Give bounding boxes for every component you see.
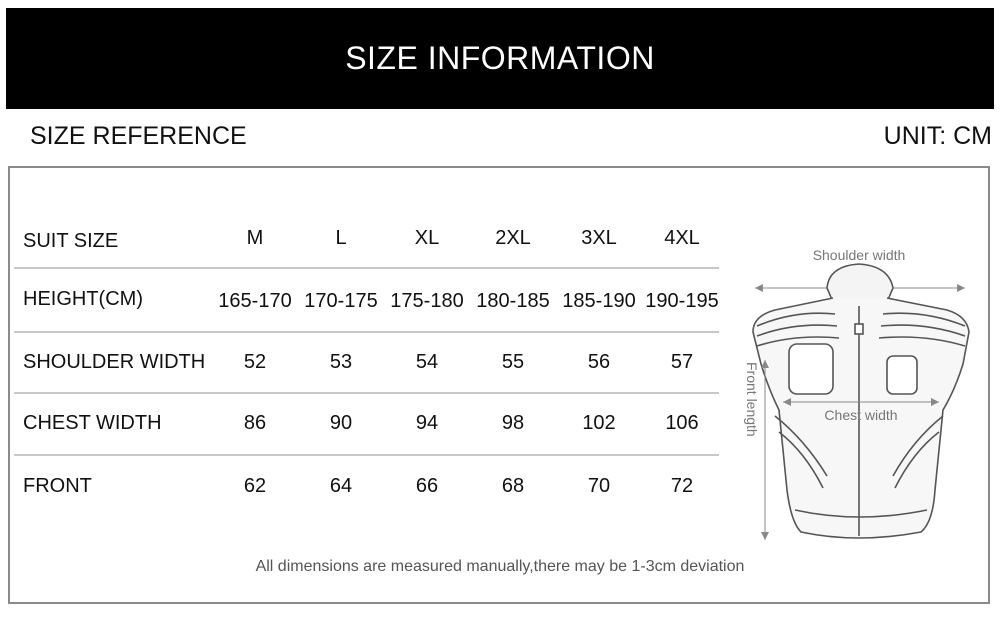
suit-size-header: SUIT SIZE: [23, 230, 119, 252]
row-divider: [14, 331, 719, 333]
table-cell: 185-190: [562, 290, 636, 312]
table-cell: 64: [329, 475, 353, 497]
chest-width-label: Chest width: [824, 407, 898, 423]
table-cell: 102: [582, 412, 616, 434]
table-cell: 86: [243, 412, 267, 434]
table-cell: 53: [329, 351, 353, 373]
row-label-height: HEIGHT(CM): [23, 288, 143, 310]
size-col-xl: XL: [414, 227, 440, 249]
table-cell: 170-175: [304, 290, 378, 312]
shoulder-width-label: Shoulder width: [812, 247, 906, 263]
size-col-m: M: [246, 227, 264, 249]
table-cell: 180-185: [476, 290, 550, 312]
row-divider: [14, 454, 719, 456]
title-banner: [6, 8, 994, 109]
table-cell: 94: [415, 412, 439, 434]
table-cell: 56: [587, 351, 611, 373]
banner-title: SIZE INFORMATION: [345, 40, 655, 76]
size-col-2xl: 2XL: [495, 227, 531, 249]
measurement-note: All dimensions are measured manually,there may be 1-3cm deviation: [255, 558, 745, 575]
size-col-l: L: [335, 227, 347, 249]
row-divider: [14, 267, 719, 269]
table-cell: 72: [670, 475, 694, 497]
table-cell: 52: [243, 351, 267, 373]
row-divider: [14, 392, 719, 394]
size-col-3xl: 3XL: [581, 227, 617, 249]
table-cell: 175-180: [390, 290, 464, 312]
arrow-head-icon: [755, 284, 763, 292]
table-cell: 55: [501, 351, 525, 373]
arrow-head-icon: [957, 284, 965, 292]
table-cell: 68: [501, 475, 525, 497]
vest-measurement-diagram: [735, 240, 980, 550]
table-cell: 90: [329, 412, 353, 434]
table-cell: 98: [501, 412, 525, 434]
arrow-head-icon: [761, 532, 769, 540]
table-cell: 106: [665, 412, 699, 434]
table-cell: 54: [415, 351, 439, 373]
size-col-4xl: 4XL: [664, 227, 700, 249]
table-cell: 66: [415, 475, 439, 497]
table-cell: 165-170: [218, 290, 292, 312]
size-reference-label: SIZE REFERENCE: [30, 122, 247, 150]
unit-label: UNIT: CM: [883, 122, 992, 150]
row-label-front: FRONT: [23, 475, 92, 497]
row-label-chest-width: CHEST WIDTH: [23, 412, 162, 434]
table-cell: 57: [670, 351, 694, 373]
front-length-label: Front length: [744, 362, 760, 437]
row-label-shoulder-width: SHOULDER WIDTH: [23, 351, 206, 373]
table-cell: 70: [587, 475, 611, 497]
table-cell: 190-195: [645, 290, 719, 312]
table-cell: 62: [243, 475, 267, 497]
